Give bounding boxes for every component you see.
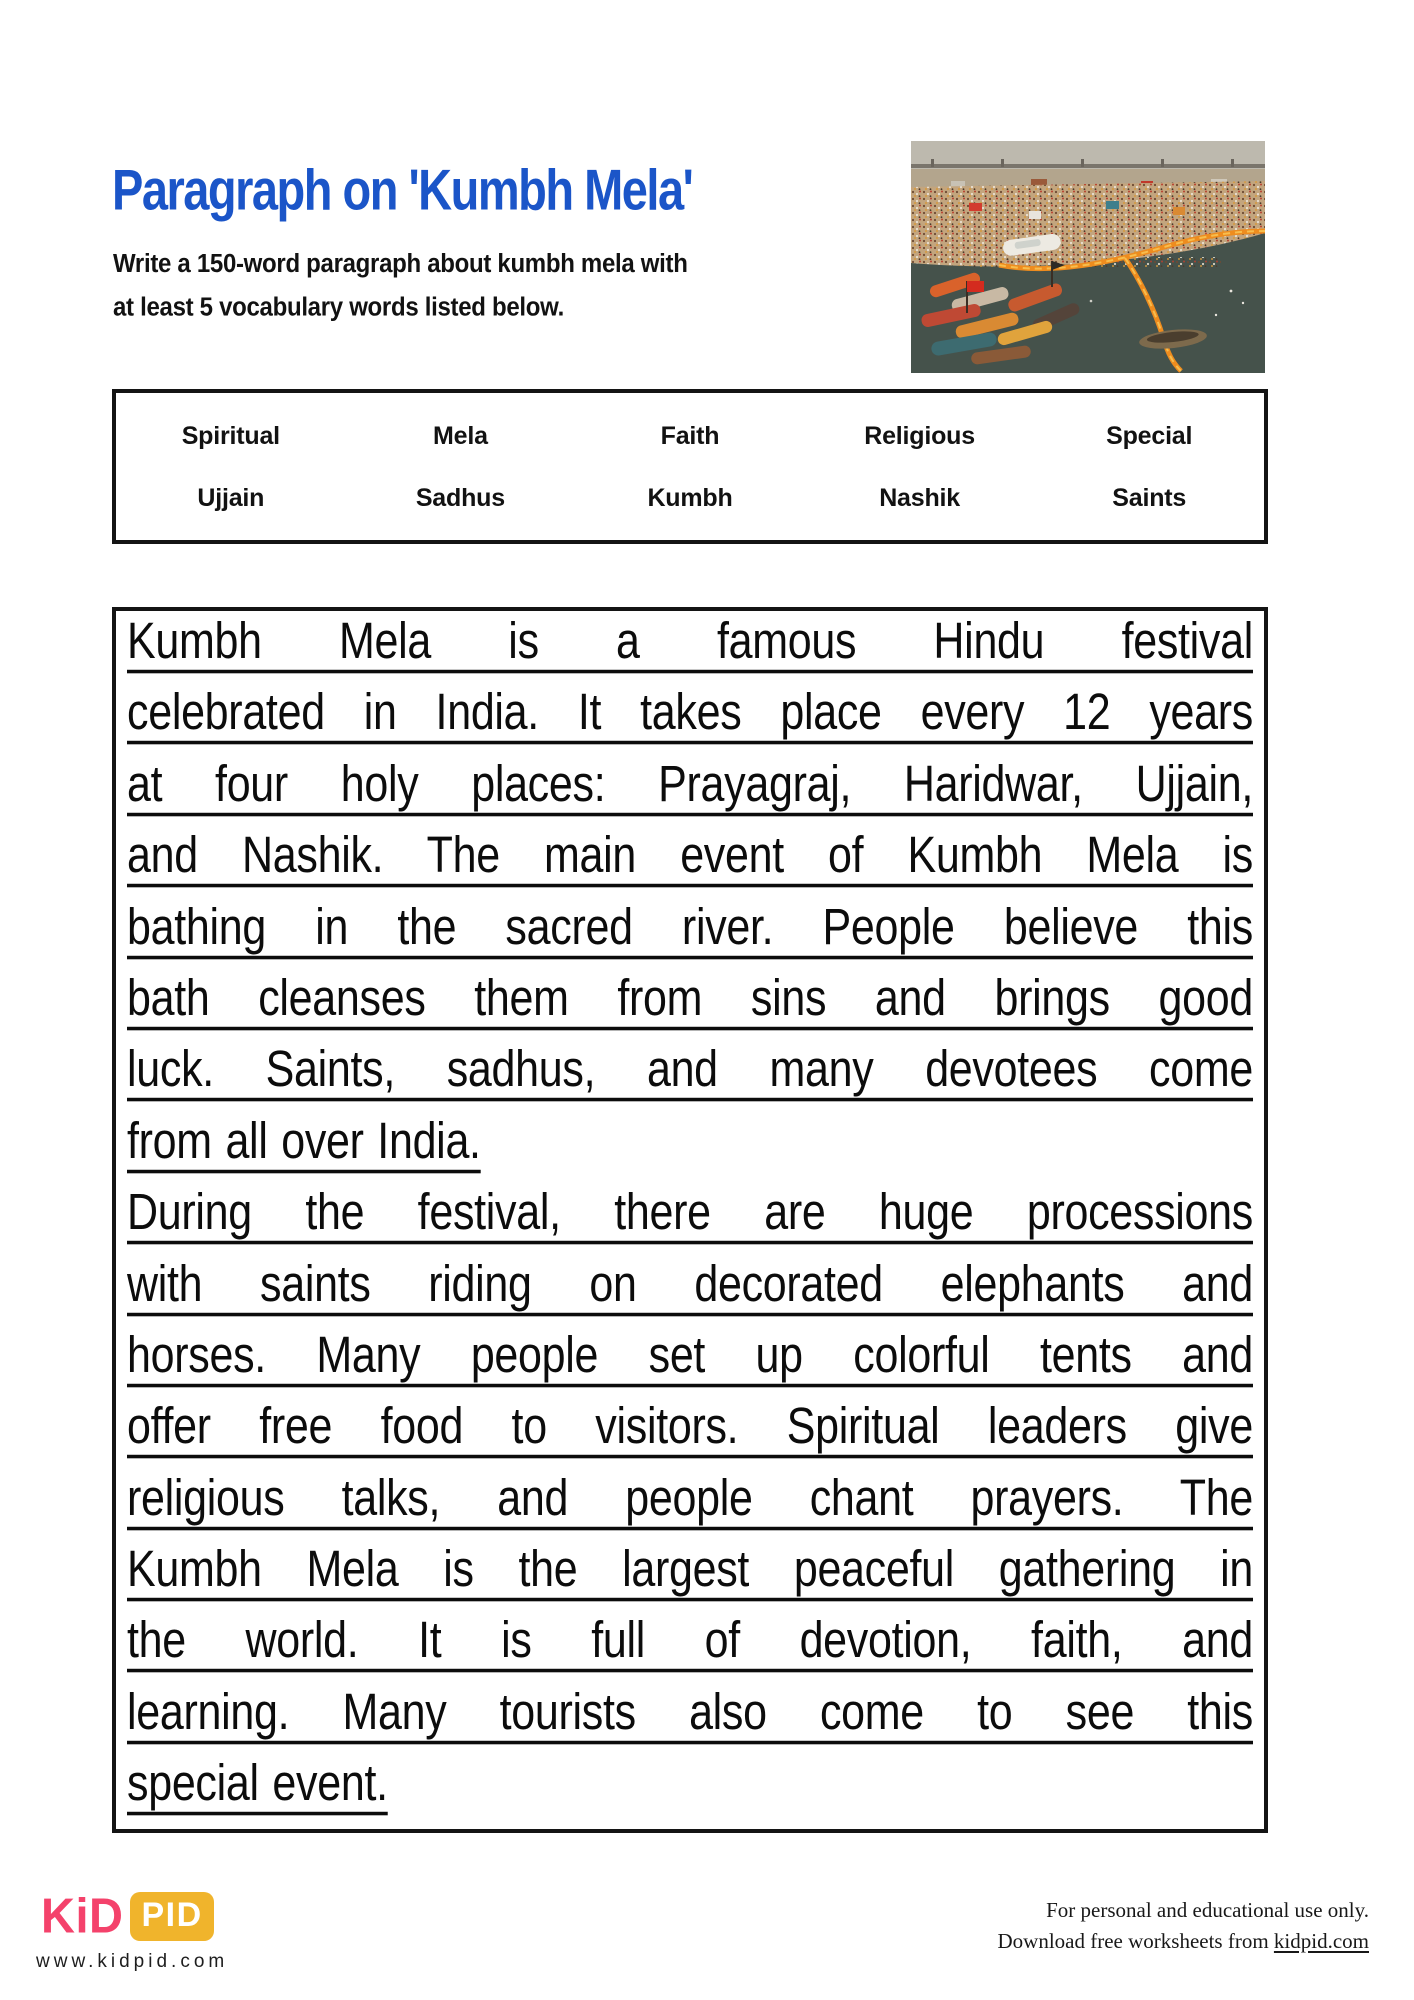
vocab-word-ujjain: Ujjain [197,484,265,512]
vocab-word-special: Special [1106,422,1193,450]
essay-line-17: special event. [127,1755,388,1813]
essay-line-14: Kumbh Mela is the largest peaceful gathering in [127,1541,1253,1598]
vocab-word-religious: Religious [864,422,975,450]
logo-pid-badge: PID [130,1892,213,1941]
vocabulary-box [112,389,1268,544]
kidpid-link[interactable]: kidpid.com [1273,1929,1369,1953]
essay-line-6: bath cleanses them from sins and brings good [127,970,1253,1027]
website-url[interactable]: www.kidpid.com [36,1951,229,1972]
essay-line-2: celebrated in India. It takes place every 12 years [127,684,1253,742]
essay-line-15: the world. It is full of devotion, faith, and [127,1612,1253,1670]
usage-note-line-1: For personal and educational use only. [1046,1898,1369,1922]
usage-note [998,1895,1370,1957]
essay-line-4: and Nashik. The main event of Kumbh Mela is [127,827,1253,884]
essay-line-13: religious talks, and people chant prayers. The [127,1469,1253,1527]
usage-note-line-2 [998,1926,1370,1957]
essay-box [112,607,1268,1833]
vocab-word-kumbh: Kumbh [647,484,733,512]
essay-line-16: learning. Many tourists also come to see this [127,1683,1253,1741]
essay-line-3: at four holy places: Prayagraj, Haridwar, Ujjain, [127,755,1253,813]
essay-line-9: During the festival, there are huge processions [127,1184,1253,1241]
kidpid-logo [41,1889,214,1944]
vocab-word-saints: Saints [1112,484,1187,512]
instructions [113,243,688,329]
essay-line-8: from all over India. [127,1112,481,1170]
instructions-line-2: at least 5 vocabulary words listed below. [113,292,564,322]
vocab-word-sadhus: Sadhus [415,484,505,512]
kumbh-mela-photo [911,141,1265,373]
essay-line-11: horses. Many people set up colorful tents and [127,1327,1253,1384]
essay-line-7: luck. Saints, sadhus, and many devotees come [127,1041,1253,1099]
page-title: Paragraph on 'Kumbh Mela' [112,157,693,222]
vocab-word-faith: Faith [660,422,720,450]
vocab-word-nashik: Nashik [879,484,960,512]
usage-note-line-2-prefix: Download free worksheets from [997,1929,1274,1953]
essay-line-10: with saints riding on decorated elephants and [127,1255,1253,1313]
logo-kid-text: KiD [41,1887,124,1943]
instructions-line-1: Write a 150-word paragraph about kumbh mela with [113,249,688,279]
essay-line-12: offer free food to visitors. Spiritual leaders give [127,1398,1253,1456]
vocab-word-spiritual: Spiritual [181,422,280,450]
vocab-word-mela: Mela [433,422,488,450]
essay-line-5: bathing in the sacred river. People believe this [127,898,1253,956]
essay-line-1: Kumbh Mela is a famous Hindu festival [127,613,1253,670]
kumbh-mela-photo-graphic [911,141,1265,373]
